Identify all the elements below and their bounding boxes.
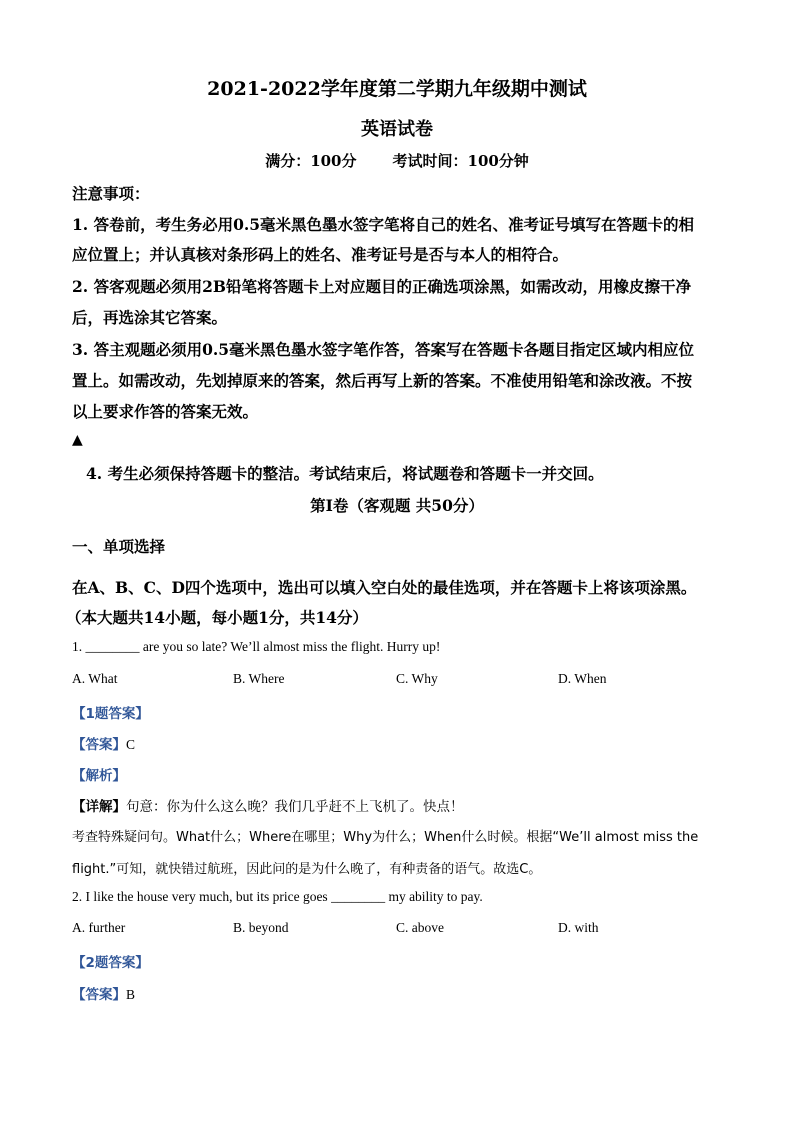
exam-title: 2021-2022学年度第二学期九年级期中测试	[207, 78, 587, 100]
section-instruction: 在A、B、C、D四个选项中，选出可以填入空白处的最佳选项，并在答题卡上将该项涂黑。	[72, 578, 697, 597]
notice-line-4: 4. 考生必须保持答题卡的整洁。考试结束后，将试题卷和答题卡一并交回。	[86, 464, 604, 483]
notice-line: 置上。如需改动，先划掉原来的答案，然后再写上新的答案。不准使用铅笔和涂改液。不按	[72, 371, 693, 390]
exam-subject: 英语试卷	[361, 119, 433, 140]
exam-meta	[0, 150, 794, 171]
option-d: D. with	[558, 920, 599, 935]
option-b: B. Where	[233, 671, 285, 686]
answer-line	[72, 733, 135, 753]
question-stem: 1. ________ are you so late? We’ll almost miss the flight. Hurry up!	[72, 639, 441, 654]
explanation-line: 考查特殊疑问句。What什么；Where在哪里；Why为什么；When什么时候。根据“We’ll almost miss the	[72, 830, 699, 845]
detail-tag: 【详解】	[72, 799, 126, 815]
answer-header: 【2题答案】	[72, 955, 149, 971]
triangle-marker: ▲	[72, 432, 83, 448]
notice-heading: 注意事项：	[72, 184, 150, 203]
explanation-line: flight.”可知，就快错过航班，因此问的是为什么晚了，有种责备的语气。故选C。	[72, 862, 542, 877]
detail-text: 句意：你为什么这么晚？我们几乎赶不上飞机了。快点！	[126, 799, 464, 815]
option-a: A. further	[72, 920, 126, 935]
option-d: D. When	[558, 671, 607, 686]
full-marks: 满分：100分	[265, 152, 357, 170]
section-heading: 一、单项选择	[72, 537, 166, 556]
answer-tag: 【答案】	[72, 987, 126, 1003]
answer-tag: 【答案】	[72, 737, 126, 753]
option-a: A. What	[72, 671, 118, 686]
option-c: C. Why	[396, 671, 438, 686]
notice-line: 后，再选涂其它答案。	[72, 308, 228, 327]
notice-line: 以上要求作答的答案无效。	[72, 402, 259, 421]
notice-line: 1. 答卷前，考生务必用0.5毫米黑色墨水签字笔将自己的姓名、准考证号填写在答题卡的相	[72, 215, 695, 234]
exam-time: 考试时间：100分钟	[392, 152, 529, 170]
part-title: 第Ⅰ卷（客观题 共50分）	[310, 496, 484, 515]
detail-line	[72, 795, 464, 815]
answer-value: C	[126, 737, 136, 752]
answer-value: B	[126, 987, 136, 1002]
option-c: C. above	[396, 920, 444, 935]
notice-line: 应位置上；并认真核对条形码上的姓名、准考证号是否与本人的相符合。	[72, 245, 569, 264]
notice-line: 3. 答主观题必须用0.5毫米黑色墨水签字笔作答，答案写在答题卡各题目指定区域内相应位	[72, 340, 695, 359]
option-b: B. beyond	[233, 920, 289, 935]
notice-line: 2. 答客观题必须用2B铅笔将答题卡上对应题目的正确选项涂黑，如需改动，用橡皮擦干净	[72, 277, 691, 296]
analysis-tag: 【解析】	[72, 768, 126, 784]
section-instruction-scoring: （本大题共14小题，每小题1分，共14分）	[66, 608, 368, 627]
answer-header: 【1题答案】	[72, 706, 149, 722]
question-stem: 2. I like the house very much, but its price goes ________ my ability to pay.	[72, 889, 483, 904]
answer-line	[72, 983, 135, 1003]
